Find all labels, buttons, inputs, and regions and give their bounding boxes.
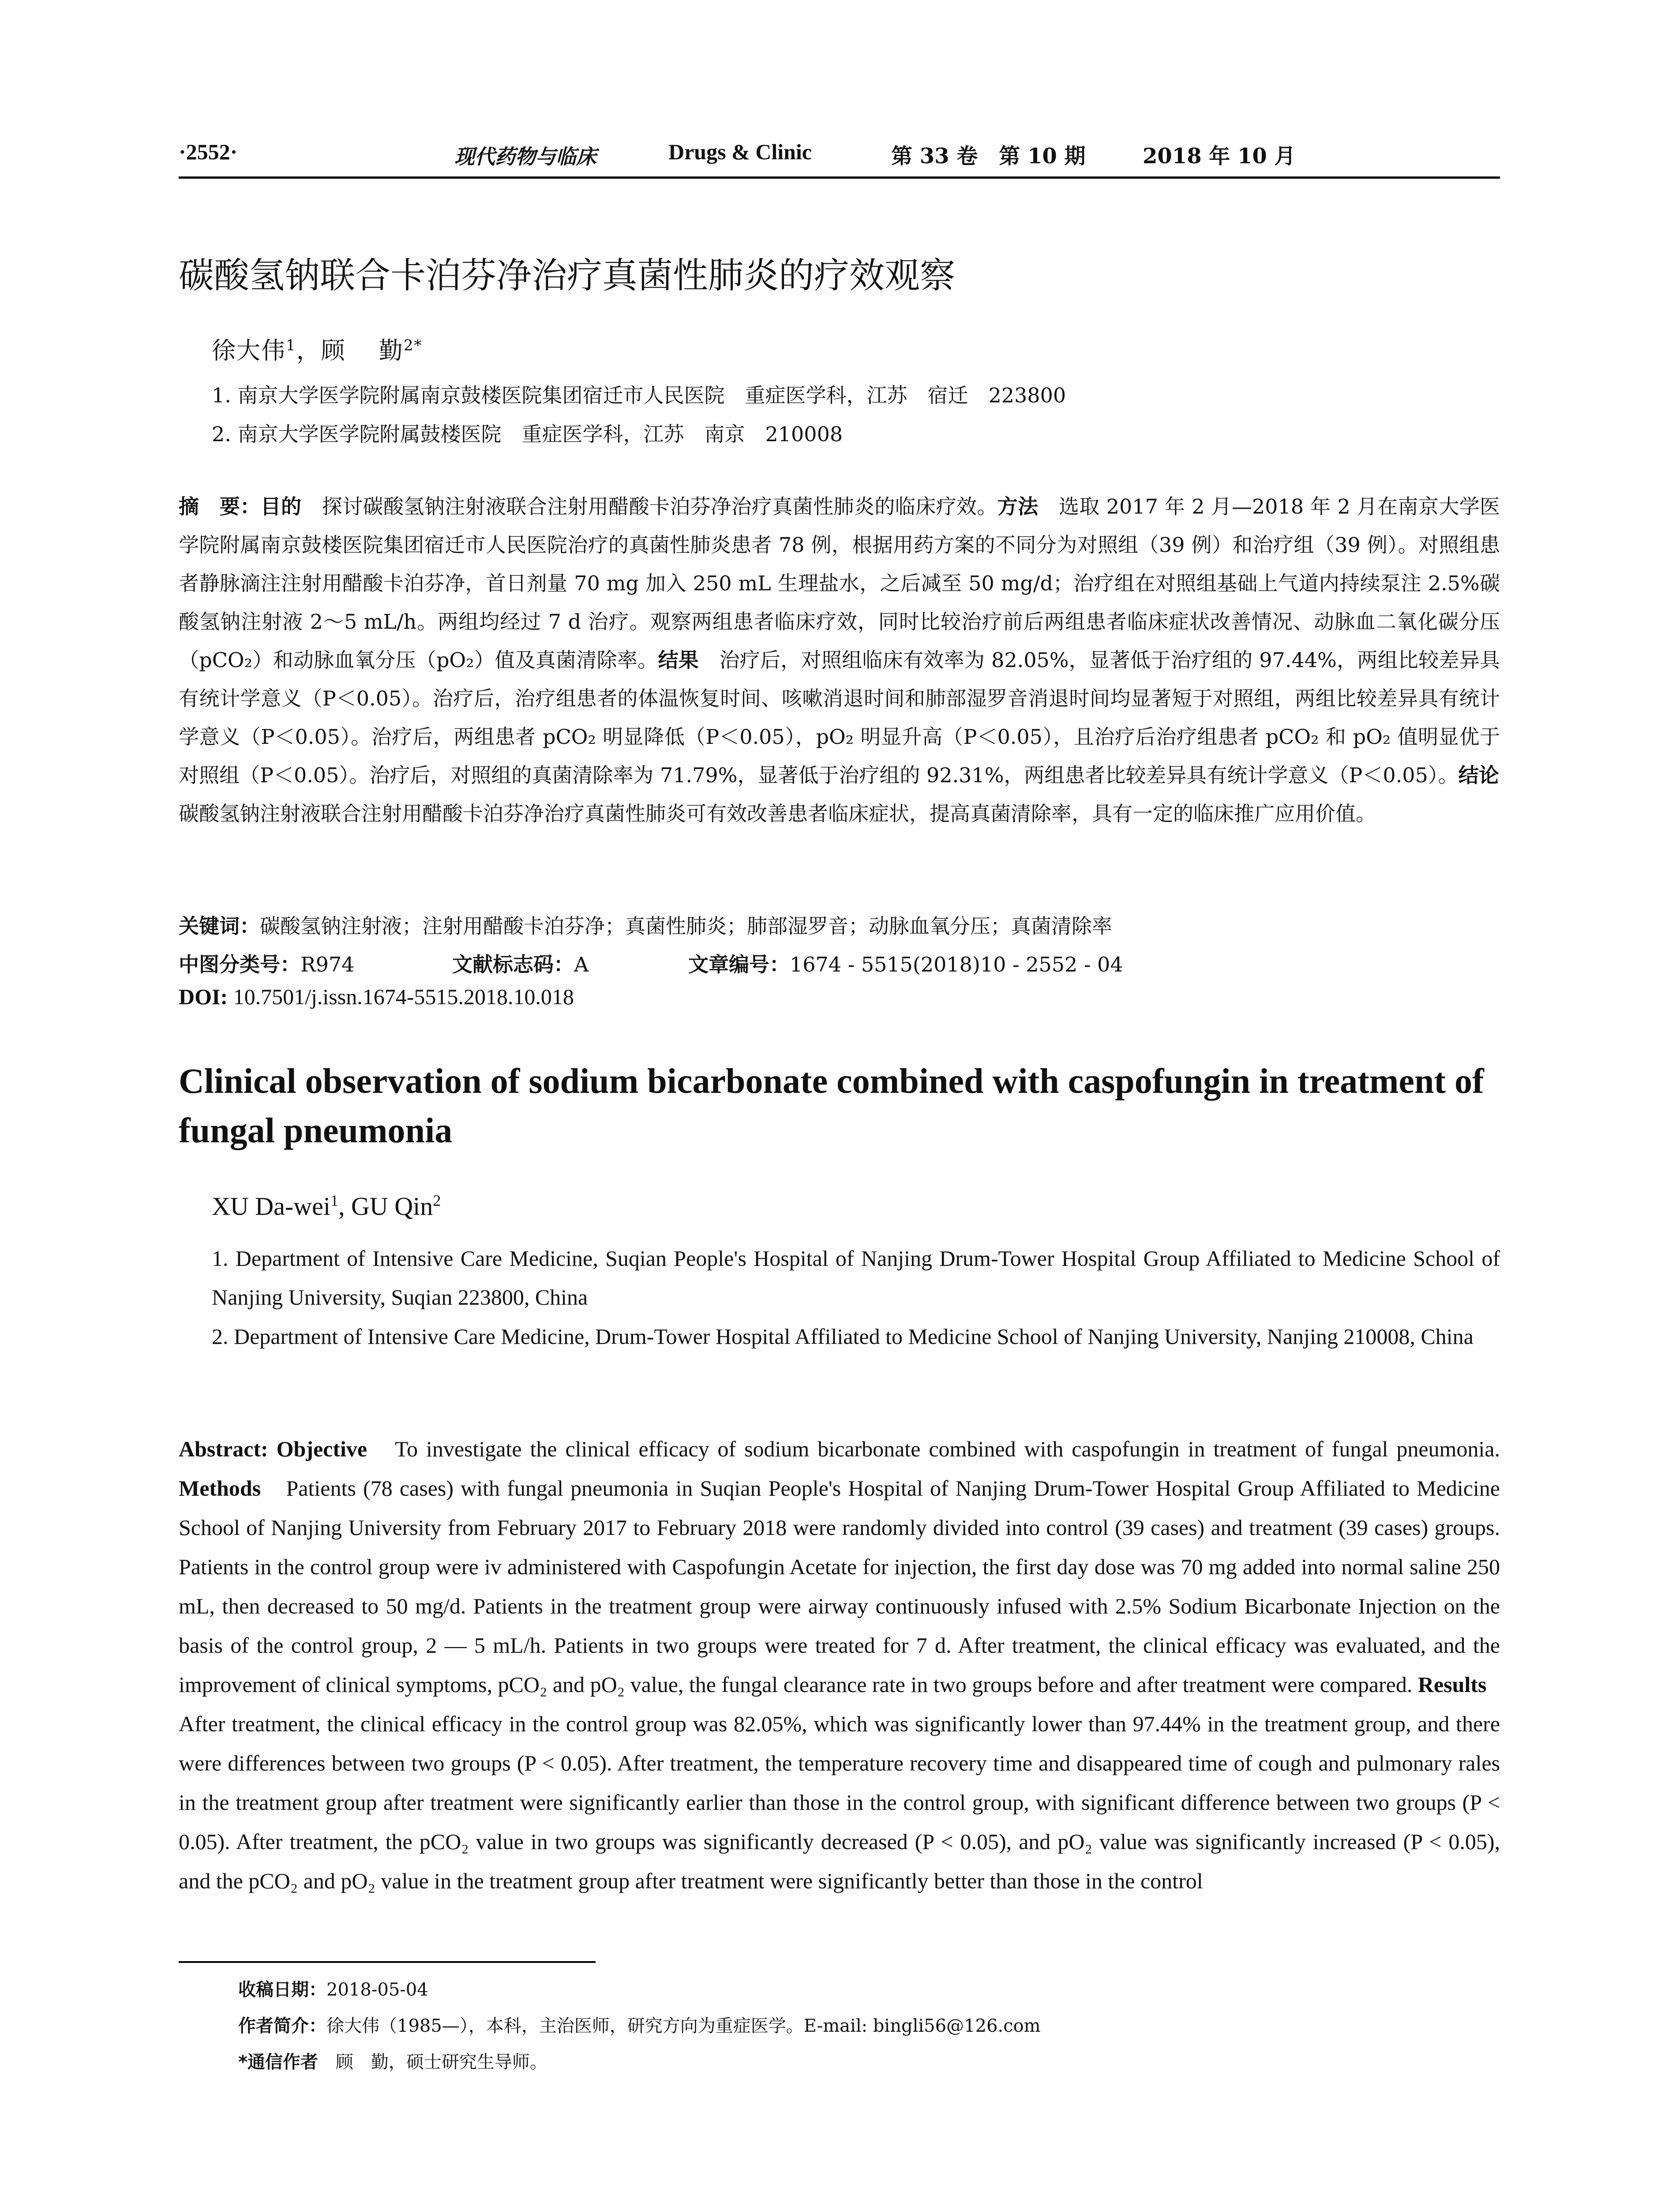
volume-issue: 第 33 卷 第 10 期: [891, 144, 1086, 169]
abstract-en: [179, 1429, 1509, 1901]
doi-value: 10.7501/j.issn.1674-5515.2018.10.018: [228, 984, 574, 1009]
footnote-rule: [179, 1961, 596, 1963]
author-separator: ，: [296, 337, 321, 364]
abstract-zh: [179, 488, 1519, 833]
journal-name-zh: 现代药物与临床: [454, 145, 596, 169]
clc-label: 中图分类号：: [179, 953, 300, 976]
doi-label: DOI:: [179, 984, 228, 1009]
conclusion-label: 结论: [1458, 763, 1499, 787]
results-text: 治疗后，对照组临床有效率为 82.05%，显著低于治疗组的 97.44%，两组比较差异具有统计学意义（P＜0.05）。治疗后，治疗组患者的体温恢复时间、咳嗽消退时间和肺部湿罗音消退时间均显著短于对照组，两组比较差异具有统计学意义（P＜0.05）。治疗后，两组患者 pCO₂ 明显降低（P＜0.05），pO₂ 明显升高（P＜0.05），且治疗后治疗组患者 pCO₂ 和 pO₂ 值明显优于对照组（P＜0.05）。治疗后，对照组的真菌清除率为 71.79%，显著低于治疗组的 92.31%，两组患者比较差异具有统计学意义（P＜0.05）。: [179, 648, 1500, 787]
results-text: After treatment, the clinical efficacy in the control group was 82.05%, which was significantly lower than 97.44% in the treatment group, and there were differences between two groups (P < 0.05). After treatment, the temperature recovery time and disappeared time of cough and pulmonary rales in the treatment group after treatment were significantly earlier than those in the control group, with significant difference between two groups (P < 0.05). After treatment, the pCO₂ value in two groups was significantly decreased (P < 0.05), and pO₂ value was significantly increased (P < 0.05), and the pCO₂ and pO₂ value in the treatment group after treatment were significantly better than those in the control: [179, 1672, 1509, 1893]
received-value: 2018-05-04: [326, 1980, 428, 2000]
corr-text: 顾 勤，硕士研究生导师。: [318, 2052, 548, 2072]
title-zh: 碳酸氢钠联合卡泊芬净治疗真菌性肺炎的疗效观察: [179, 255, 955, 296]
article-no-value: 1674 - 5515(2018)10 - 2552 - 04: [790, 953, 1123, 976]
issue-date: 2018 年 10 月: [1143, 144, 1296, 169]
objective-text: To investigate the clinical efficacy of sodium bicarbonate combined with caspofungin in treatment of fungal pneumonia.: [367, 1437, 1500, 1461]
authors-zh: [212, 332, 422, 366]
author-name: 顾 勤: [321, 337, 404, 364]
author-affiliation-mark: 2*: [403, 337, 423, 354]
affiliation-zh-1: 1. 南京大学医学院附属南京鼓楼医院集团宿迁市人民医院 重症医学科，江苏 宿迁 223800: [212, 383, 1066, 407]
affiliation-en-2: 2. Department of Intensive Care Medicine, Drum-Tower Hospital Affiliated to Medicine School of Nanjing University, Nanjing 210008, China: [212, 1324, 1474, 1349]
keywords-label: 关键词：: [179, 914, 260, 938]
classification-row: [179, 949, 354, 978]
keywords-zh: [179, 910, 1112, 939]
article-number: [688, 949, 1123, 978]
title-en: Clinical observation of sodium bicarbonate combined with caspofungin in treatment of fungal pneumonia: [179, 1062, 1484, 1150]
keywords-text: 碳酸氢钠注射液；注射用醋酸卡泊芬净；真菌性肺炎；肺部湿罗音；动脉血氧分压；真菌清除率: [260, 914, 1112, 938]
journal-name-en: Drugs & Clinic: [668, 139, 812, 164]
bio-text: 徐大伟（1985—），本科，主治医师，研究方向为重症医学。E-mail: bingli56@126.com: [326, 2016, 1041, 2036]
header-rule: [179, 176, 1500, 179]
page-number: ·2552·: [179, 139, 238, 164]
doi: [179, 984, 574, 1009]
article-no-label: 文章编号：: [688, 953, 790, 976]
objective-text: 探讨碳酸氢钠注射液联合注射用醋酸卡泊芬净治疗真菌性肺炎的临床疗效。: [301, 495, 998, 518]
author-affiliation-mark: 1: [286, 337, 296, 354]
methods-label: Methods: [179, 1476, 261, 1501]
clc-value: R974: [300, 953, 355, 976]
received-label: 收稿日期：: [238, 1980, 326, 2000]
running-header: [179, 139, 1500, 174]
author-affiliation-mark: 2: [433, 1192, 441, 1209]
corr-label: *通信作者: [238, 2052, 318, 2072]
author-name: 徐大伟: [212, 337, 286, 364]
methods-text: 选取 2017 年 2 月—2018 年 2 月在南京大学医学院附属南京鼓楼医院集团宿迁市人民医院治疗的真菌性肺炎患者 78 例，根据用药方案的不同分为对照组（39 例）和治疗组（39 例）。对照组患者静脉滴注注射用醋酸卡泊芬净，首日剂量 70 mg 加入 250 mL 生理盐水，之后减至 50 mg/d；治疗组在对照组基础上气道内持续泵注 2.5%碳酸氢钠注射液 2～5 mL/h。两组均经过 7 d 治疗。观察两组患者临床疗效，同时比较治疗前后两组患者临床症状改善情况、动脉血二氧化碳分压（pCO₂）和动脉血氧分压（pO₂）值及真菌清除率。: [179, 495, 1500, 672]
affiliation-en-1: 1. Department of Intensive Care Medicine, Suqian People's Hospital of Nanjing Drum-Tower Hospital Group Affiliated to Medicine School of Nanjing University, Suqian 223800, China: [212, 1246, 1500, 1309]
author-name: XU Da-wei: [212, 1192, 330, 1221]
doc-code-value: A: [574, 953, 589, 976]
affiliation-zh-2: 2. 南京大学医学院附属鼓楼医院 重症医学科，江苏 南京 210008: [212, 422, 843, 446]
doc-code-label: 文献标志码：: [452, 953, 574, 976]
authors-en: [212, 1191, 441, 1221]
results-label: Results: [1418, 1672, 1487, 1697]
conclusion-text: 碳酸氢钠注射液联合注射用醋酸卡泊芬净治疗真菌性肺炎可有效改善患者临床症状，提高真菌清除率，具有一定的临床推广应用价值。: [179, 763, 1519, 825]
bio-label: 作者简介：: [238, 2016, 326, 2036]
abstract-objective-label: Abstract: Objective: [179, 1437, 368, 1461]
corresponding-author: [238, 2048, 548, 2073]
methods-label: 方法: [997, 495, 1039, 518]
objective-label: 目的: [260, 495, 302, 518]
author-affiliation-mark: 1: [330, 1192, 338, 1209]
author-name: , GU Qin: [338, 1192, 433, 1221]
received-date: [238, 1976, 428, 2001]
results-label: 结果: [658, 648, 699, 672]
author-bio: [238, 2012, 1041, 2037]
methods-text: Patients (78 cases) with fungal pneumonia in Suqian People's Hospital of Nanjing Drum-Tower Hospital Group Affiliated to Medicine School of Nanjing University from February 2017 to February 2018 were randomly divided into control (39 cases) and treatment (39 cases) groups. Patients in the control group were iv administered with Caspofungin Acetate for injection, the first day dose was 70 mg added into normal saline 250 mL, then decreased to 50 mg/d. Patients in the treatment group were airway continuously infused with 2.5% Sodium Bicarbonate Injection on the basis of the control group, 2 — 5 mL/h. Patients in two groups were treated for 7 d. After treatment, the clinical efficacy was evaluated, and the improvement of clinical symptoms, pCO₂ and pO₂ value, the fungal clearance rate in two groups before and after treatment were compared.: [179, 1476, 1500, 1697]
abstract-label: 摘 要：: [179, 495, 261, 518]
document-code: [452, 949, 589, 978]
